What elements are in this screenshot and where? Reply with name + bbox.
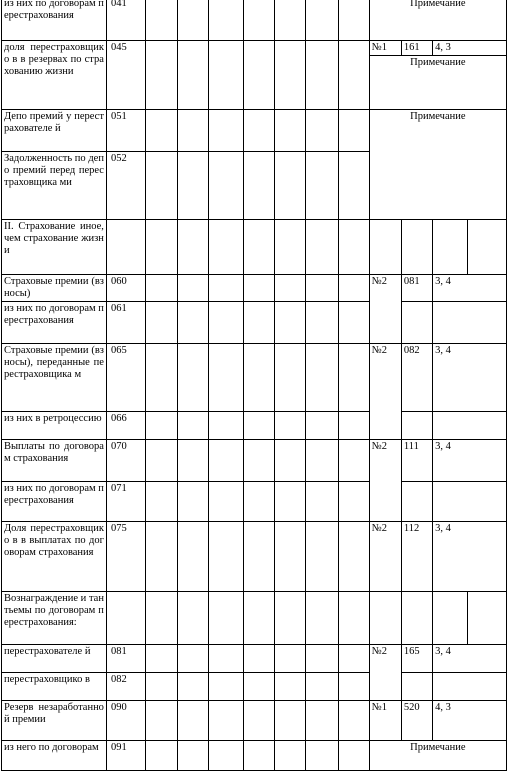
row-code	[106, 220, 145, 275]
row-name: Страховые премии (взносы)	[2, 275, 107, 302]
table-row	[2, 522, 507, 592]
row-code: 071	[106, 482, 145, 522]
row-code	[106, 592, 145, 645]
form-ref: №2	[369, 645, 401, 701]
row-code: 061	[106, 302, 145, 344]
form-ref: №2	[369, 275, 401, 344]
row-code: 065	[106, 344, 145, 412]
row-name: Страховые премии (взносы), переданные перестраховщика м	[2, 344, 107, 412]
table-row	[2, 275, 507, 302]
row-code: 060	[106, 275, 145, 302]
row-code: 052	[106, 152, 145, 220]
note-cell: Примечание	[369, 0, 506, 41]
line-ref: 082	[401, 344, 432, 412]
report-table	[1, 0, 507, 771]
note-cell: Примечание	[369, 110, 506, 220]
row-code: 090	[106, 701, 145, 741]
line-ref: 081	[401, 275, 432, 302]
line-ref: 112	[401, 522, 432, 592]
table-row	[2, 482, 507, 522]
cols-ref: 4, 3	[433, 701, 507, 741]
row-name: из них по договорам перестрахования	[2, 0, 107, 41]
row-name: Резерв незаработанной премии	[2, 701, 107, 741]
form-ref: №1	[369, 701, 401, 741]
table-row	[2, 701, 507, 741]
form-ref: №1	[369, 41, 401, 56]
row-name: Депо премий у перестрахователе й	[2, 110, 107, 152]
table-row	[2, 0, 507, 41]
table-row	[2, 645, 507, 673]
row-name: из них по договорам перестрахования	[2, 302, 107, 344]
row-name: Задолженность по депо премий перед перестраховщика ми	[2, 152, 107, 220]
cols-ref: 4, 3	[433, 41, 507, 56]
table-row	[2, 440, 507, 482]
table-row	[2, 302, 507, 344]
form-ref: №2	[369, 440, 401, 522]
row-name: перестрахователе й	[2, 645, 107, 673]
table-row	[2, 110, 507, 152]
table-row	[2, 412, 507, 440]
row-code: 066	[106, 412, 145, 440]
cols-ref: 3, 4	[433, 522, 507, 592]
row-code: 070	[106, 440, 145, 482]
row-code: 041	[106, 0, 145, 41]
line-ref: 165	[401, 645, 432, 673]
row-name: перестраховщико в	[2, 673, 107, 701]
row-code: 075	[106, 522, 145, 592]
table-row	[2, 741, 507, 771]
table-row	[2, 592, 507, 645]
row-name: Доля перестраховщико в в выплатах по договорам страхования	[2, 522, 107, 592]
line-ref: 161	[401, 41, 432, 56]
form-ref: №2	[369, 522, 401, 592]
cols-ref: 3, 4	[433, 344, 507, 412]
form-ref: №2	[369, 344, 401, 440]
row-code: 091	[106, 741, 145, 771]
note-cell: Примечание	[369, 741, 506, 771]
row-name: II. Страхование иное, чем страхование жизни	[2, 220, 107, 275]
row-name: Выплаты по договорам страхования	[2, 440, 107, 482]
table-row	[2, 673, 507, 701]
row-code: 082	[106, 673, 145, 701]
line-ref: 111	[401, 440, 432, 482]
row-name: из них в ретроцессию	[2, 412, 107, 440]
row-name: из них по договорам перестрахования	[2, 482, 107, 522]
row-name: Вознаграждение и тантьемы по договорам перестрахования:	[2, 592, 107, 645]
cols-ref: 3, 4	[433, 645, 507, 673]
table-row	[2, 220, 507, 275]
row-code: 051	[106, 110, 145, 152]
row-name: доля перестраховщико в в резервах по страхованию жизни	[2, 41, 107, 110]
row-name: из него по договорам	[2, 741, 107, 771]
table-row	[2, 41, 507, 56]
report-table-area	[1, 0, 507, 770]
table-row	[2, 344, 507, 412]
line-ref: 520	[401, 701, 432, 741]
row-code: 081	[106, 645, 145, 673]
row-code: 045	[106, 41, 145, 110]
note-cell: Примечание	[369, 56, 506, 110]
cols-ref: 3, 4	[433, 275, 507, 302]
cols-ref: 3, 4	[433, 440, 507, 482]
